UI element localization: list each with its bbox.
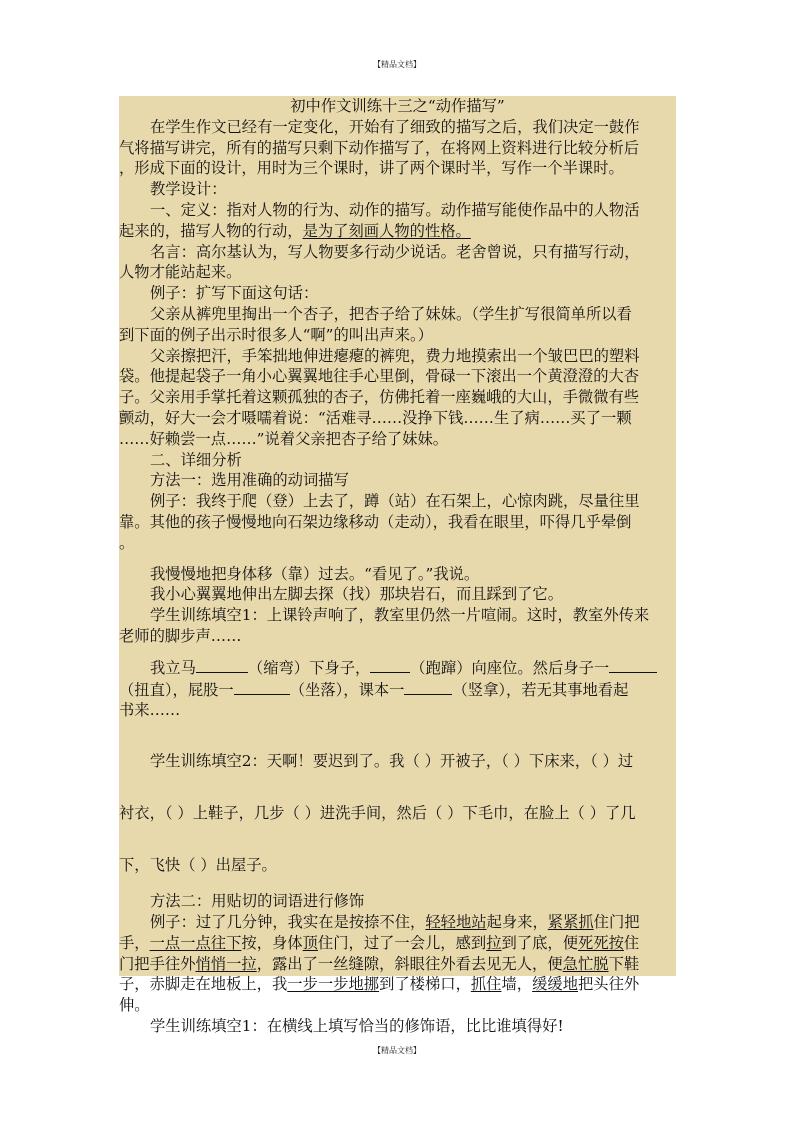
method2-line: 伸。 <box>119 996 150 1015</box>
example-expanded-line: ……好赖尝一点……”说着父亲把杏子给了妹妹。 <box>119 429 449 448</box>
underlined-phrase: 是为了刻画人物的性格。 <box>302 221 471 240</box>
fill-blank <box>196 657 248 673</box>
method2-line: 手，一点一点往下按，身体顶住门，过了一会儿，感到拉到了底，便死死按住 <box>119 933 640 952</box>
method2-line: 例子：过了几分钟，我实在是按捺不住，轻轻地站起身来，紧紧抓住门把 <box>150 912 640 931</box>
exercise1-line: 书来…… <box>119 701 181 720</box>
exercise1-intro-line: 老师的脚步声…… <box>119 626 242 645</box>
method1-line: 我慢慢地把身体移（靠）过去。“看见了。”我说。 <box>150 564 480 583</box>
example-heading: 例子：扩写下面这句话： <box>150 284 319 303</box>
fill-blank <box>609 657 657 673</box>
exercise2-line: 下，飞快（ ）出屋子。 <box>119 856 277 875</box>
method2-line: 门把手往外悄悄一拉，露出了一丝缝隙，斜眼往外看去见无人，便急忙脱下鞋 <box>119 954 640 973</box>
fill-blank <box>370 657 410 673</box>
exercise2-line: 衬衣，（ ）上鞋子，几步（ ）进洗手间，然后（ ）下毛巾，在脸上（ ）了几 <box>119 804 636 823</box>
exercise2-line: 学生训练填空2：天啊！要迟到了。我（ ）开被子，（ ）下床来，（ ）过 <box>150 752 634 771</box>
method1-example-line: 。 <box>119 533 135 552</box>
example-expanded-line: 子。父亲用手掌托着这颗孤独的杏子，仿佛托着一座巍峨的大山，手微微有些 <box>119 388 640 407</box>
example-expanded-line: 父亲擦把汗，手笨拙地伸进瘪瘪的裤兜，费力地摸索出一个皱巴巴的塑料 <box>150 346 640 365</box>
method1-heading: 方法一：选用准确的动词描写 <box>150 471 349 490</box>
quote-line: 名言：高尔基认为，写人物要多行动少说话。老舍曾说，只有描写行动， <box>150 242 640 261</box>
exercise1-line: 我立马 （缩弯）下身子， （跑蹿）向座位。然后身子一 <box>119 657 676 679</box>
method1-example-line: 例子：我终于爬（登）上去了，蹲（站）在石架上，心惊肉跳，尽量往里 <box>150 492 640 511</box>
exercise1-intro-line: 学生训练填空1：上课铃声响了，教室里仍然一片喧闹。这时，教室外传来 <box>150 606 650 625</box>
document-title: 初中作文训练十三之“动作描写” <box>290 97 505 115</box>
exercise1-line: （扭直），屁股一 （坐落），课本一 （竖拿），若无其事地看起 <box>119 680 629 699</box>
page-header-label: 【精品文档】 <box>373 60 421 69</box>
method2-heading: 方法二：用贴切的词语进行修饰 <box>150 892 365 911</box>
analysis-heading: 二、详细分析 <box>150 450 242 469</box>
method2-line: 子，赤脚走在地板上，我一步一步地挪到了楼梯口，抓住墙，缓缓地把头往外 <box>119 975 640 994</box>
example-plain-line: 到下面的例子出示时很多人“啊”的叫出声来。） <box>119 325 433 344</box>
fill-blank <box>404 679 452 695</box>
example-plain-line: 父亲从裤兜里掏出一个杏子，把杏子给了妹妹。（学生扩写很简单所以看 <box>150 304 632 323</box>
definition-line: 一、定义：指对人物的行为、动作的描写。动作描写能使作品中的人物活 <box>150 200 640 219</box>
design-heading: 教学设计： <box>150 180 227 199</box>
quote-line: 人物才能站起来。 <box>119 263 242 282</box>
page-footer-label: 【精品文档】 <box>373 1046 421 1055</box>
example-expanded-line: 颤动，好大一会才嗫嚅着说：“活难寻……没挣下钱……生了病……买了一颗 <box>119 408 632 427</box>
intro-line: ，形成下面的设计，用时为三个课时，讲了两个课时半，写作一个半课时。 <box>119 159 624 178</box>
method1-line: 我小心翼翼地伸出左脚去探（找）那块岩石，而且踩到了它。 <box>150 585 564 604</box>
example-expanded-line: 袋。他提起袋子一角小心翼翼地往手心里倒，骨碌一下滚出一个黄澄澄的大杏 <box>119 367 640 386</box>
method1-example-line: 靠。其他的孩子慢慢地向石架边缘移动（走动），我看在眼里，吓得几乎晕倒 <box>119 512 632 531</box>
intro-line: 在学生作文已经有一定变化，开始有了细致的描写之后，我们决定一鼓作 <box>150 117 640 136</box>
definition-line: 起来的，描写人物的行动，是为了刻画人物的性格。 <box>119 221 471 240</box>
fill-blank <box>234 679 290 695</box>
intro-line: 气将描写讲完，所有的描写只剩下动作描写了，在将网上资料进行比较分析后 <box>119 138 640 157</box>
exercise3-line: 学生训练填空1：在横线上填写恰当的修饰语，比比谁填得好! <box>150 1016 564 1035</box>
document-body <box>119 96 676 1037</box>
